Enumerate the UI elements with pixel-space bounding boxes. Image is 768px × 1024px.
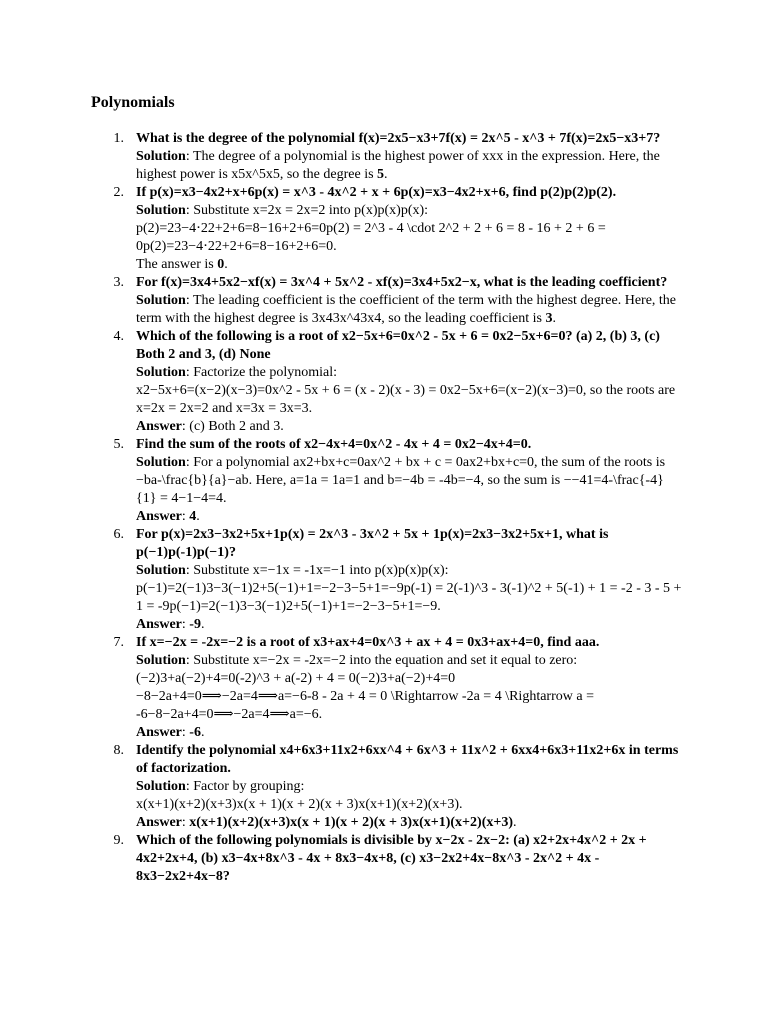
- working-line: [136, 796, 684, 814]
- working-text: p(−1)=2(−1)3−3(−1)2+5(−1)+1=−2−3−5+1=−9p(-1) = 2(-1)^3 - 3(-1)^2 + 5(-1) + 1 = -2 - 3 - 5 + 1 = -9p(−1)=2(−1)3−3(−1)2+5(−1)+1=−2−3−5+1=−9.: [136, 581, 682, 614]
- solution-line: [136, 454, 684, 508]
- working-text: The answer is: [136, 257, 218, 272]
- solution-text: : Substitute x=−2x = -2x=−2 into the equation and set it equal to zero:: [185, 653, 578, 668]
- working-line: [136, 580, 684, 616]
- question-number: 4.: [113, 329, 124, 344]
- question-number: 2.: [113, 185, 124, 200]
- working-text: x(x+1)(x+2)(x+3)x(x + 1)(x + 2)(x + 3)x(x+1)(x+2)(x+3).: [136, 797, 463, 812]
- solution-text: : Factor by grouping:: [185, 779, 305, 794]
- page-title: Polynomials: [91, 94, 175, 111]
- solution-text: : Substitute x=−1x = -1x=−1 into p(x)p(x)p(x):: [185, 563, 449, 578]
- solution-text: : The degree of a polynomial is the highest power of xxx in the expression. Here, the highest power is x5x^5x5, so the degree is: [136, 149, 660, 182]
- answer-value: -9: [189, 617, 201, 632]
- answer-text-end: .: [196, 509, 200, 524]
- working-line: [136, 670, 684, 688]
- question-item: [0, 634, 768, 742]
- question-item: [0, 328, 768, 436]
- answer-text: :: [181, 815, 190, 830]
- answer-text-end: .: [513, 815, 517, 830]
- answer-line: [136, 616, 684, 634]
- solution-text-end: .: [552, 311, 556, 326]
- answer-value: 4: [189, 509, 197, 524]
- solution-line: [136, 364, 684, 382]
- working-text-end: .: [224, 257, 228, 272]
- question-text: What is the degree of the polynomial f(x)=2x5−x3+7f(x) = 2x^5 - x^3 + 7f(x)=2x5−x3+7?: [136, 131, 661, 146]
- solution-label: Solution: [136, 653, 186, 668]
- answer-value: -6: [189, 725, 201, 740]
- question-item: [0, 274, 768, 328]
- solution-label: Solution: [136, 455, 186, 470]
- question-text: Which of the following is a root of x2−5x+6=0x^2 - 5x + 6 = 0x2−5x+6=0? (a) 2, (b) 3, (c) Both 2 and 3, (d) None: [136, 329, 660, 362]
- working-text: p(2)=23−4⋅22+2+6=8−16+2+6=0p(2) = 2^3 - 4 \cdot 2^2 + 2 + 6 = 8 - 16 + 2 + 6 = 0p(2)=23−4⋅22+2+6=8−16+2+6=0.: [136, 221, 606, 254]
- answer-line: [136, 508, 684, 526]
- answer-label: Answer: [136, 815, 182, 830]
- answer-label: Answer: [136, 509, 182, 524]
- question-number: 1.: [113, 131, 124, 146]
- answer-text: :: [181, 617, 190, 632]
- question-item: [0, 526, 768, 634]
- answer-line: [136, 724, 684, 742]
- answer-label: Answer: [136, 617, 182, 632]
- working-line: [136, 382, 684, 418]
- question-item: [0, 130, 768, 184]
- solution-label: Solution: [136, 149, 186, 164]
- question-number: 5.: [113, 437, 124, 452]
- question-list: [0, 130, 768, 886]
- solution-line: [136, 148, 684, 184]
- solution-text-end: .: [384, 167, 388, 182]
- working-text: −8−2a+4=0⟹−2a=4⟹a=−6-8 - 2a + 4 = 0 \Rightarrow -2a = 4 \Rightarrow a = -6−8−2a+4=0⟹−2a=4⟹a=−6.: [136, 689, 594, 722]
- answer-text-end: .: [200, 617, 205, 632]
- question-item: [0, 832, 768, 886]
- question-text: For p(x)=2x3−3x2+5x+1p(x) = 2x^3 - 3x^2 + 5x + 1p(x)=2x3−3x2+5x+1, what is p(−1)p(-1)p(−1)?: [136, 527, 609, 560]
- question-item: [0, 184, 768, 274]
- solution-text: : Substitute x=2x = 2x=2 into p(x)p(x)p(x):: [185, 203, 429, 218]
- solution-line: [136, 778, 684, 796]
- solution-label: Solution: [136, 563, 186, 578]
- working-line: [136, 256, 684, 274]
- solution-text: : For a polynomial ax2+bx+c=0ax^2 + bx + c = 0ax2+bx+c=0, the sum of the roots is −ba-\frac{b}{a}−ab. Here, a=1a = 1a=1 and b=−4b = -4b=−4, so the sum is −−41=4-\frac{-4}{1} = 4−1−4=4.: [136, 455, 666, 506]
- question-number: 6.: [113, 527, 124, 542]
- working-line: [136, 220, 684, 256]
- solution-line: [136, 292, 684, 328]
- answer-value: x(x+1)(x+2)(x+3)x(x + 1)(x + 2)(x + 3)x(x+1)(x+2)(x+3): [189, 815, 513, 830]
- answer-text: :: [181, 725, 190, 740]
- question-number: 8.: [113, 743, 124, 758]
- answer-label: Answer: [136, 419, 182, 434]
- working-line: [136, 688, 684, 724]
- solution-text: : Factorize the polynomial:: [185, 365, 338, 380]
- answer-line: [136, 814, 684, 832]
- question-number: 3.: [113, 275, 124, 290]
- working-text: (−2)3+a(−2)+4=0(-2)^3 + a(-2) + 4 = 0(−2)3+a(−2)+4=0: [136, 671, 456, 686]
- question-text: Identify the polynomial x4+6x3+11x2+6xx^4 + 6x^3 + 11x^2 + 6xx4+6x3+11x2+6x in terms of factorization.: [136, 743, 679, 776]
- answer-text: :: [181, 509, 190, 524]
- solution-line: [136, 562, 684, 580]
- question-item: [0, 436, 768, 526]
- solution-emphasis: 5: [377, 167, 385, 182]
- working-emphasis: 0: [217, 257, 225, 272]
- answer-line: [136, 418, 684, 436]
- question-number: 9.: [113, 833, 124, 848]
- solution-label: Solution: [136, 365, 186, 380]
- question-text: Which of the following polynomials is divisible by x−2x - 2x−2: (a) x2+2x+4x^2 + 2x + 4x2+2x+4, (b) x3−4x+8x^3 - 4x + 8x3−4x+8, (c) x3−2x2+4x−8x^3 - 2x^2 + 4x - 8x3−2x2+4x−8?: [136, 833, 647, 884]
- question-text: If p(x)=x3−4x2+x+6p(x) = x^3 - 4x^2 + x + 6p(x)=x3−4x2+x+6, find p(2)p(2)p(2).: [136, 185, 617, 200]
- solution-line: [136, 652, 684, 670]
- answer-text: : (c) Both 2 and 3.: [181, 419, 284, 434]
- question-number: 7.: [113, 635, 124, 650]
- answer-text-end: .: [200, 725, 205, 740]
- solution-label: Solution: [136, 293, 186, 308]
- solution-text: : The leading coefficient is the coefficient of the term with the highest degree. Here, the term with the highest degree is 3x43x^43x4, so the leading coefficient is: [136, 293, 677, 326]
- solution-emphasis: 3: [545, 311, 553, 326]
- answer-label: Answer: [136, 725, 182, 740]
- solution-label: Solution: [136, 779, 186, 794]
- solution-label: Solution: [136, 203, 186, 218]
- question-text: Find the sum of the roots of x2−4x+4=0x^2 - 4x + 4 = 0x2−4x+4=0.: [136, 437, 532, 452]
- solution-line: [136, 202, 684, 220]
- question-text: If x=−2x = -2x=−2 is a root of x3+ax+4=0x^3 + ax + 4 = 0x3+ax+4=0, find aaa.: [136, 635, 600, 650]
- working-text: x2−5x+6=(x−2)(x−3)=0x^2 - 5x + 6 = (x - 2)(x - 3) = 0x2−5x+6=(x−2)(x−3)=0, so the roots are x=2x = 2x=2 and x=3x = 3x=3.: [136, 383, 676, 416]
- question-text: For f(x)=3x4+5x2−xf(x) = 3x^4 + 5x^2 - xf(x)=3x4+5x2−x, what is the leading coefficient?: [136, 275, 668, 290]
- question-item: [0, 742, 768, 832]
